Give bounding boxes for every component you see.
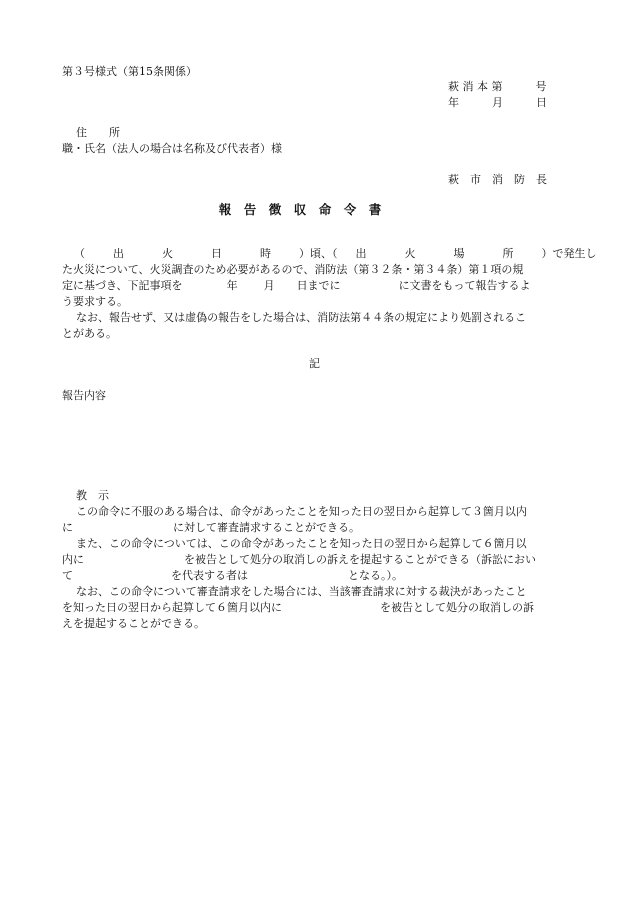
body-line3-end: に文書をもって報告するよ [398, 279, 531, 292]
name-label: 職・氏名（法人の場合は名称及び代表者）様 [62, 142, 282, 155]
inst-line5-start: て [62, 569, 73, 582]
instruction-line-5 [62, 568, 572, 583]
shukka-char-2: 火 [162, 247, 173, 260]
inst-line2-start: に [62, 521, 73, 534]
basho-char-1: 出 [355, 247, 367, 260]
instruction-line-7 [62, 600, 572, 615]
basho-char-3: 場 [453, 247, 465, 260]
inst-line5-end: となる。）。 [348, 569, 403, 582]
body-line-6: とがある。 [62, 327, 117, 340]
shukka-char-1: 出 [113, 247, 124, 260]
inst-line7-end: を被告として処分の取消しの訴 [380, 601, 534, 614]
inst-line4-start: 内に [62, 553, 84, 566]
body-line-5: なお、報告せず、又は虚偽の報告をした場合は、消防法第４４条の規定により処罰されるこ [76, 311, 527, 324]
document-number: 萩 消 本 第 号 [448, 80, 547, 93]
instruction-label: 教 示 [76, 489, 109, 502]
basho-char-4: 所 [502, 247, 514, 260]
paren-open: （ [74, 247, 85, 260]
document-title: 報 告 徴 収 命 令 書 [218, 202, 382, 217]
instruction-line-6: なお、この命令について審査請求をした場合には、当該審査請求に対する裁決があったこと [76, 585, 527, 598]
year-char: 年 [226, 279, 238, 292]
document-date: 年 月 日 [448, 96, 547, 109]
nichiji-char-2: 時 [260, 247, 271, 260]
report-content-label: 報告内容 [62, 389, 106, 402]
instruction-line-2 [62, 520, 572, 535]
nichiji-char-1: 日 [211, 247, 222, 260]
body-line-3 [62, 278, 572, 293]
inst-line7-start: を知った日の翌日から起算して６箇月以内に [62, 601, 282, 614]
instruction-line-8: えを提起することができる。 [62, 617, 205, 630]
instruction-line-4 [62, 552, 572, 567]
month-char: 月 [263, 279, 275, 292]
body-line3-mid: 日までに [296, 279, 341, 292]
inst-line5-mid: を代表する者は [171, 569, 248, 582]
instruction-line-1: この命令に不服のある場合は、命令があったことを知った日の翌日から起算して３箇月以内 [76, 505, 527, 518]
body-line-1 [62, 246, 597, 261]
instruction-line-3: また、この命令については、この命令があったことを知った日の翌日から起算して６箇月以 [76, 537, 527, 550]
issuer-name: 萩 市 消 防 長 [448, 173, 547, 186]
basho-char-2: 火 [404, 247, 416, 260]
body-line1-end: ）で発生し [541, 247, 597, 260]
body-line3-start: 定に基づき、下記事項を [62, 279, 183, 292]
body-line-4: う要求する。 [62, 295, 128, 308]
ki-mark: 記 [309, 357, 320, 370]
inst-line2-end: に対して審査請求することができる。 [173, 521, 360, 534]
body-line1-mid: ）頃、（ [299, 247, 338, 260]
address-label: 住 所 [76, 126, 120, 139]
body-line-2: た火災について、火災調査のため必要があるので、消防法（第３２条・第３４条）第１項の規 [62, 263, 524, 276]
inst-line4-end: を被告として処分の取消しの訴えを提起することができる（訴訟におい [184, 553, 536, 566]
form-label: 第３号様式（第15条関係） [62, 65, 197, 78]
